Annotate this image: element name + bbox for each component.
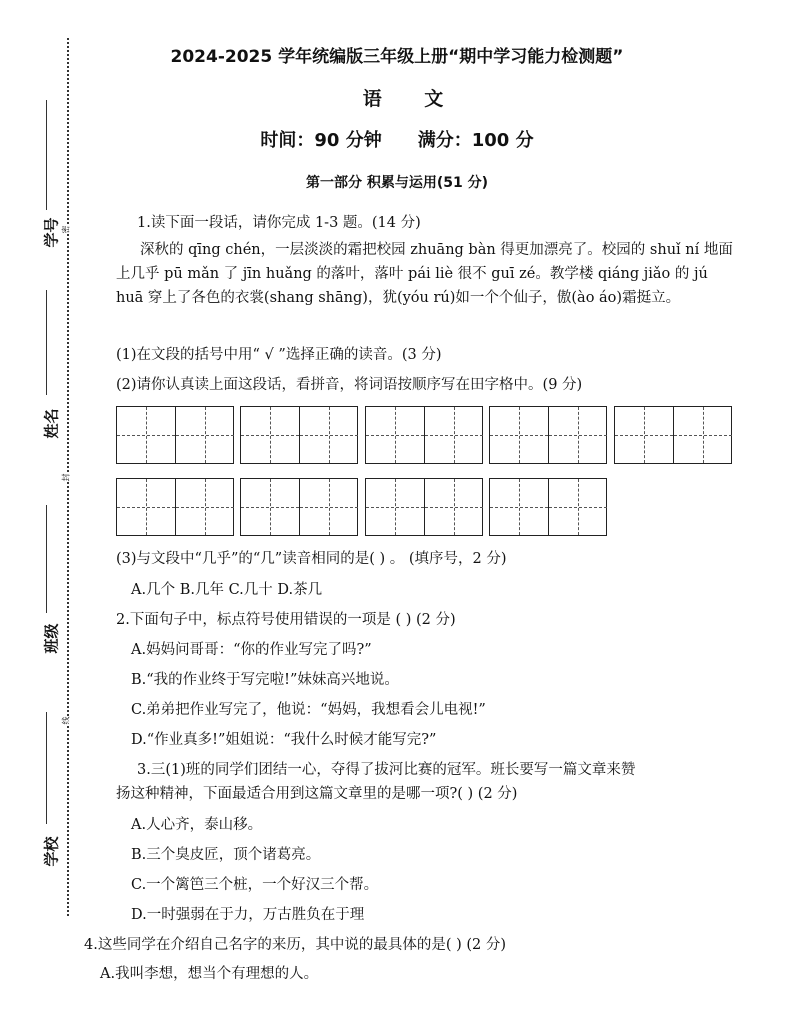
school-blank-line bbox=[46, 712, 47, 824]
tianzige-box[interactable] bbox=[365, 478, 483, 536]
subject-title: 语 文 bbox=[362, 88, 462, 110]
tianzige-box[interactable] bbox=[614, 406, 732, 464]
binding-mark-feng: 封 bbox=[61, 473, 71, 482]
q1-stem: 1.读下面一段话，请你完成 1-3 题。(14 分) bbox=[137, 215, 421, 231]
class-label: 班级 bbox=[42, 623, 61, 654]
q4-stem: 4.这些同学在介绍自己名字的来历，其中说的最具体的是( ) (2 分) bbox=[84, 937, 507, 953]
q4-option-a: A.我叫李想，想当个有理想的人。 bbox=[100, 966, 319, 982]
binding-mark-mi: 密 bbox=[61, 225, 71, 234]
q1-sub3-options: A.几个 B.几年 C.几十 D.茶几 bbox=[131, 582, 323, 598]
class-blank-line bbox=[46, 505, 47, 613]
q2-option-b: B.“我的作业终于写完啦!”妹妹高兴地说。 bbox=[131, 672, 399, 688]
tianzige-box[interactable] bbox=[489, 478, 607, 536]
q3-option-a: A.人心齐，泰山移。 bbox=[131, 817, 263, 833]
tianzige-box[interactable] bbox=[240, 406, 358, 464]
q3-option-d: D.一时强弱在于力，万古胜负在于理 bbox=[131, 907, 365, 923]
q1-sub1: (1)在文段的括号中用“ √ ”选择正确的读音。(3 分) bbox=[116, 347, 442, 363]
q1-sub3: (3)与文段中“几乎”的“几”读音相同的是( ) 。 (填序号，2 分) bbox=[116, 551, 507, 567]
q1-passage-text: 深秋的 qīng chén，一层淡淡的霜把校园 zhuāng bàn 得更加漂亮了。校园的 shuǐ ní 地面上几乎 pū mǎn 了 jīn huǎng 的落叶，落叶 pái liè 很不 guī zé。教学楼 qiáng jiǎo 的 jú huā 穿上了各色的衣裳(shang shāng)，犹(yóu rú)如一个个仙子，傲(ào áo)霜挺立。 bbox=[116, 242, 733, 306]
q3-stem-line2: 扬这种精神，下面最适合用到这篇文章里的是哪一项?( ) (2 分) bbox=[116, 786, 518, 802]
tianzige-box[interactable] bbox=[240, 478, 358, 536]
part1-title: 第一部分 积累与运用(51 分) bbox=[305, 175, 489, 191]
q3-option-b: B.三个臭皮匠，顶个诸葛亮。 bbox=[131, 847, 321, 863]
school-label: 学校 bbox=[42, 836, 61, 867]
q1-passage bbox=[116, 238, 736, 310]
student-id-label: 学号 bbox=[42, 217, 61, 248]
tianzige-box[interactable] bbox=[365, 406, 483, 464]
time-label: 时间：90 分钟 bbox=[260, 130, 382, 151]
tianzige-box[interactable] bbox=[116, 478, 234, 536]
student-id-blank-line bbox=[46, 100, 47, 210]
q3-option-c: C.一个篱笆三个桩，一个好汉三个帮。 bbox=[131, 877, 379, 893]
name-label: 姓名 bbox=[42, 408, 61, 439]
q2-option-c: C.弟弟把作业写完了，他说：“妈妈，我想看会儿电视!” bbox=[131, 702, 486, 718]
q2-option-d: D.“作业真多!”姐姐说：“我什么时候才能写完?” bbox=[131, 732, 437, 748]
name-blank-line bbox=[46, 290, 47, 395]
tianzige-box[interactable] bbox=[116, 406, 234, 464]
q2-option-a: A.妈妈问哥哥：“你的作业写完了吗?” bbox=[131, 642, 372, 658]
q1-sub2: (2)请你认真读上面这段话，看拼音，将词语按顺序写在田字格中。(9 分) bbox=[116, 377, 583, 393]
exam-title: 2024-2025 学年统编版三年级上册“期中学习能力检测题” bbox=[170, 47, 624, 67]
q2-stem: 2.下面句子中，标点符号使用错误的一项是 ( ) (2 分) bbox=[116, 612, 456, 628]
time-score-line bbox=[0, 126, 794, 152]
tianzige-box[interactable] bbox=[489, 406, 607, 464]
binding-mark-xian: 线 bbox=[61, 716, 71, 725]
score-label: 满分：100 分 bbox=[417, 130, 534, 151]
q3-stem-line1: 3.三(1)班的同学们团结一心，夺得了拔河比赛的冠军。班长要写一篇文章来赞 bbox=[137, 762, 636, 778]
